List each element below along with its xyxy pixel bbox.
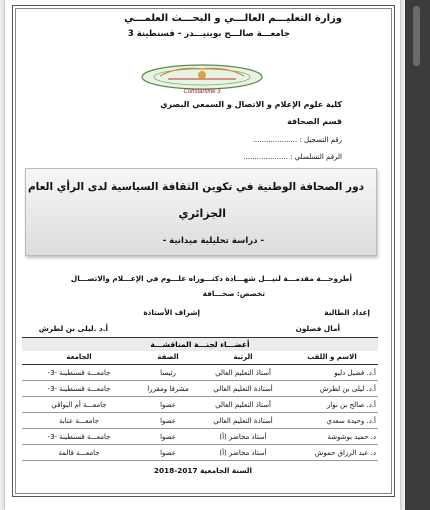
table-row	[22, 397, 378, 413]
member-university: جامعـــة قسنطينة -3-	[22, 429, 136, 445]
committee-title: أعضـــاء لجنـــة المناقشـــة	[22, 337, 378, 351]
academic-year: السنة الجامعية 2017-2018	[153, 466, 252, 475]
member-name: أ.د. صالح بن نوار	[286, 397, 378, 413]
member-name: د. عبد الرزاق حموش	[286, 445, 378, 461]
thesis-title-line1: دور الصحافة الوطنية في تكوين الثقافة السياسية لدى الرأي العام	[27, 181, 364, 193]
member-rank: أستاذ التعليم العالي	[200, 397, 286, 413]
committee-header-row	[22, 350, 378, 365]
student-name: أمال فضلون	[295, 324, 340, 333]
col-university: الجامعة	[22, 350, 136, 365]
table-row	[22, 365, 378, 381]
registration-number: رقم التسجيل : ....................	[252, 136, 342, 144]
supervisor-name: أ.د .ليلى بن لطرش	[38, 324, 108, 333]
member-role: عضوا	[136, 429, 200, 445]
member-name: أ.د. ليلى بن لطرش	[286, 381, 378, 397]
document-page	[5, 0, 400, 510]
member-name: أ.د. وحيدة سعدي	[286, 413, 378, 429]
reg-label: رقم التسجيل :	[299, 136, 342, 144]
member-role: عضوا	[136, 445, 200, 461]
supervisor-label: إشراف الأستاذة	[143, 308, 200, 317]
thesis-specialty: تخصص: صحـــافة	[202, 289, 265, 298]
member-university: جامعـــة قالمة	[22, 445, 136, 461]
col-role: الصفة	[136, 350, 200, 365]
department-line: قسم الصحافة	[287, 117, 342, 126]
viewer-side-panel	[405, 0, 430, 510]
table-row	[22, 413, 378, 429]
table-row	[22, 381, 378, 397]
student-label: إعداد الطالبة	[324, 308, 370, 317]
serial-label: الرقم التسلسلي :	[290, 153, 342, 161]
member-rank: أستاذة التعليم العالي	[200, 381, 286, 397]
member-university: جامعـــة قسنطينة -3-	[22, 365, 136, 381]
table-row	[22, 429, 378, 445]
member-rank: أستاذ التعليم العالي	[200, 365, 286, 381]
table-row	[22, 445, 378, 461]
member-university: جامعـــة قسنطينة -3-	[22, 381, 136, 397]
member-role: مشرفا ومقررا	[136, 381, 200, 397]
col-name: الاسم و اللقب	[286, 350, 378, 365]
university-logo	[138, 60, 266, 98]
scrollbar-thumb[interactable]	[413, 6, 420, 66]
logo-text: Constantine 3	[183, 89, 221, 95]
thesis-title-line2: الجزائري	[178, 207, 226, 220]
member-name: د. حميد بوشوشة	[286, 429, 378, 445]
member-rank: أستاذ محاضر (أ)	[200, 429, 286, 445]
member-rank: أستاذة التعليم العالي	[200, 413, 286, 429]
member-role: عضوا	[136, 413, 200, 429]
ministry-line: وزارة التعليـــم العالـــي و البحـــث العلمـــي	[124, 13, 342, 24]
member-name: أ.د. فضيل دليو	[286, 365, 378, 381]
thesis-subtitle: - دراسة تحليلية ميدانية -	[162, 236, 264, 246]
col-rank: الرتبة	[200, 350, 286, 365]
serial-number: الرقم التسلسلي : ....................	[243, 153, 342, 161]
member-university: جامعـــة أم البواقي	[22, 397, 136, 413]
title-box	[25, 168, 377, 256]
university-line: جامعـــة صالـــح بوبنيـــدر - قسنطينة 3	[127, 29, 290, 39]
member-role: عضوا	[136, 397, 200, 413]
thesis-purpose: أطروحـــة مقدمـــة لنيـــل شهـــادة دكتـــوراه علـــوم في الإعـــلام والاتصـــال	[70, 274, 352, 283]
committee-table	[22, 350, 378, 461]
member-university: جامعـــة عنابة	[22, 413, 136, 429]
member-rank: أستاذ محاضر (أ)	[200, 445, 286, 461]
member-role: رئيسا	[136, 365, 200, 381]
faculty-line: كلية علوم الإعلام و الاتصال و السمعي البصري	[160, 100, 342, 109]
